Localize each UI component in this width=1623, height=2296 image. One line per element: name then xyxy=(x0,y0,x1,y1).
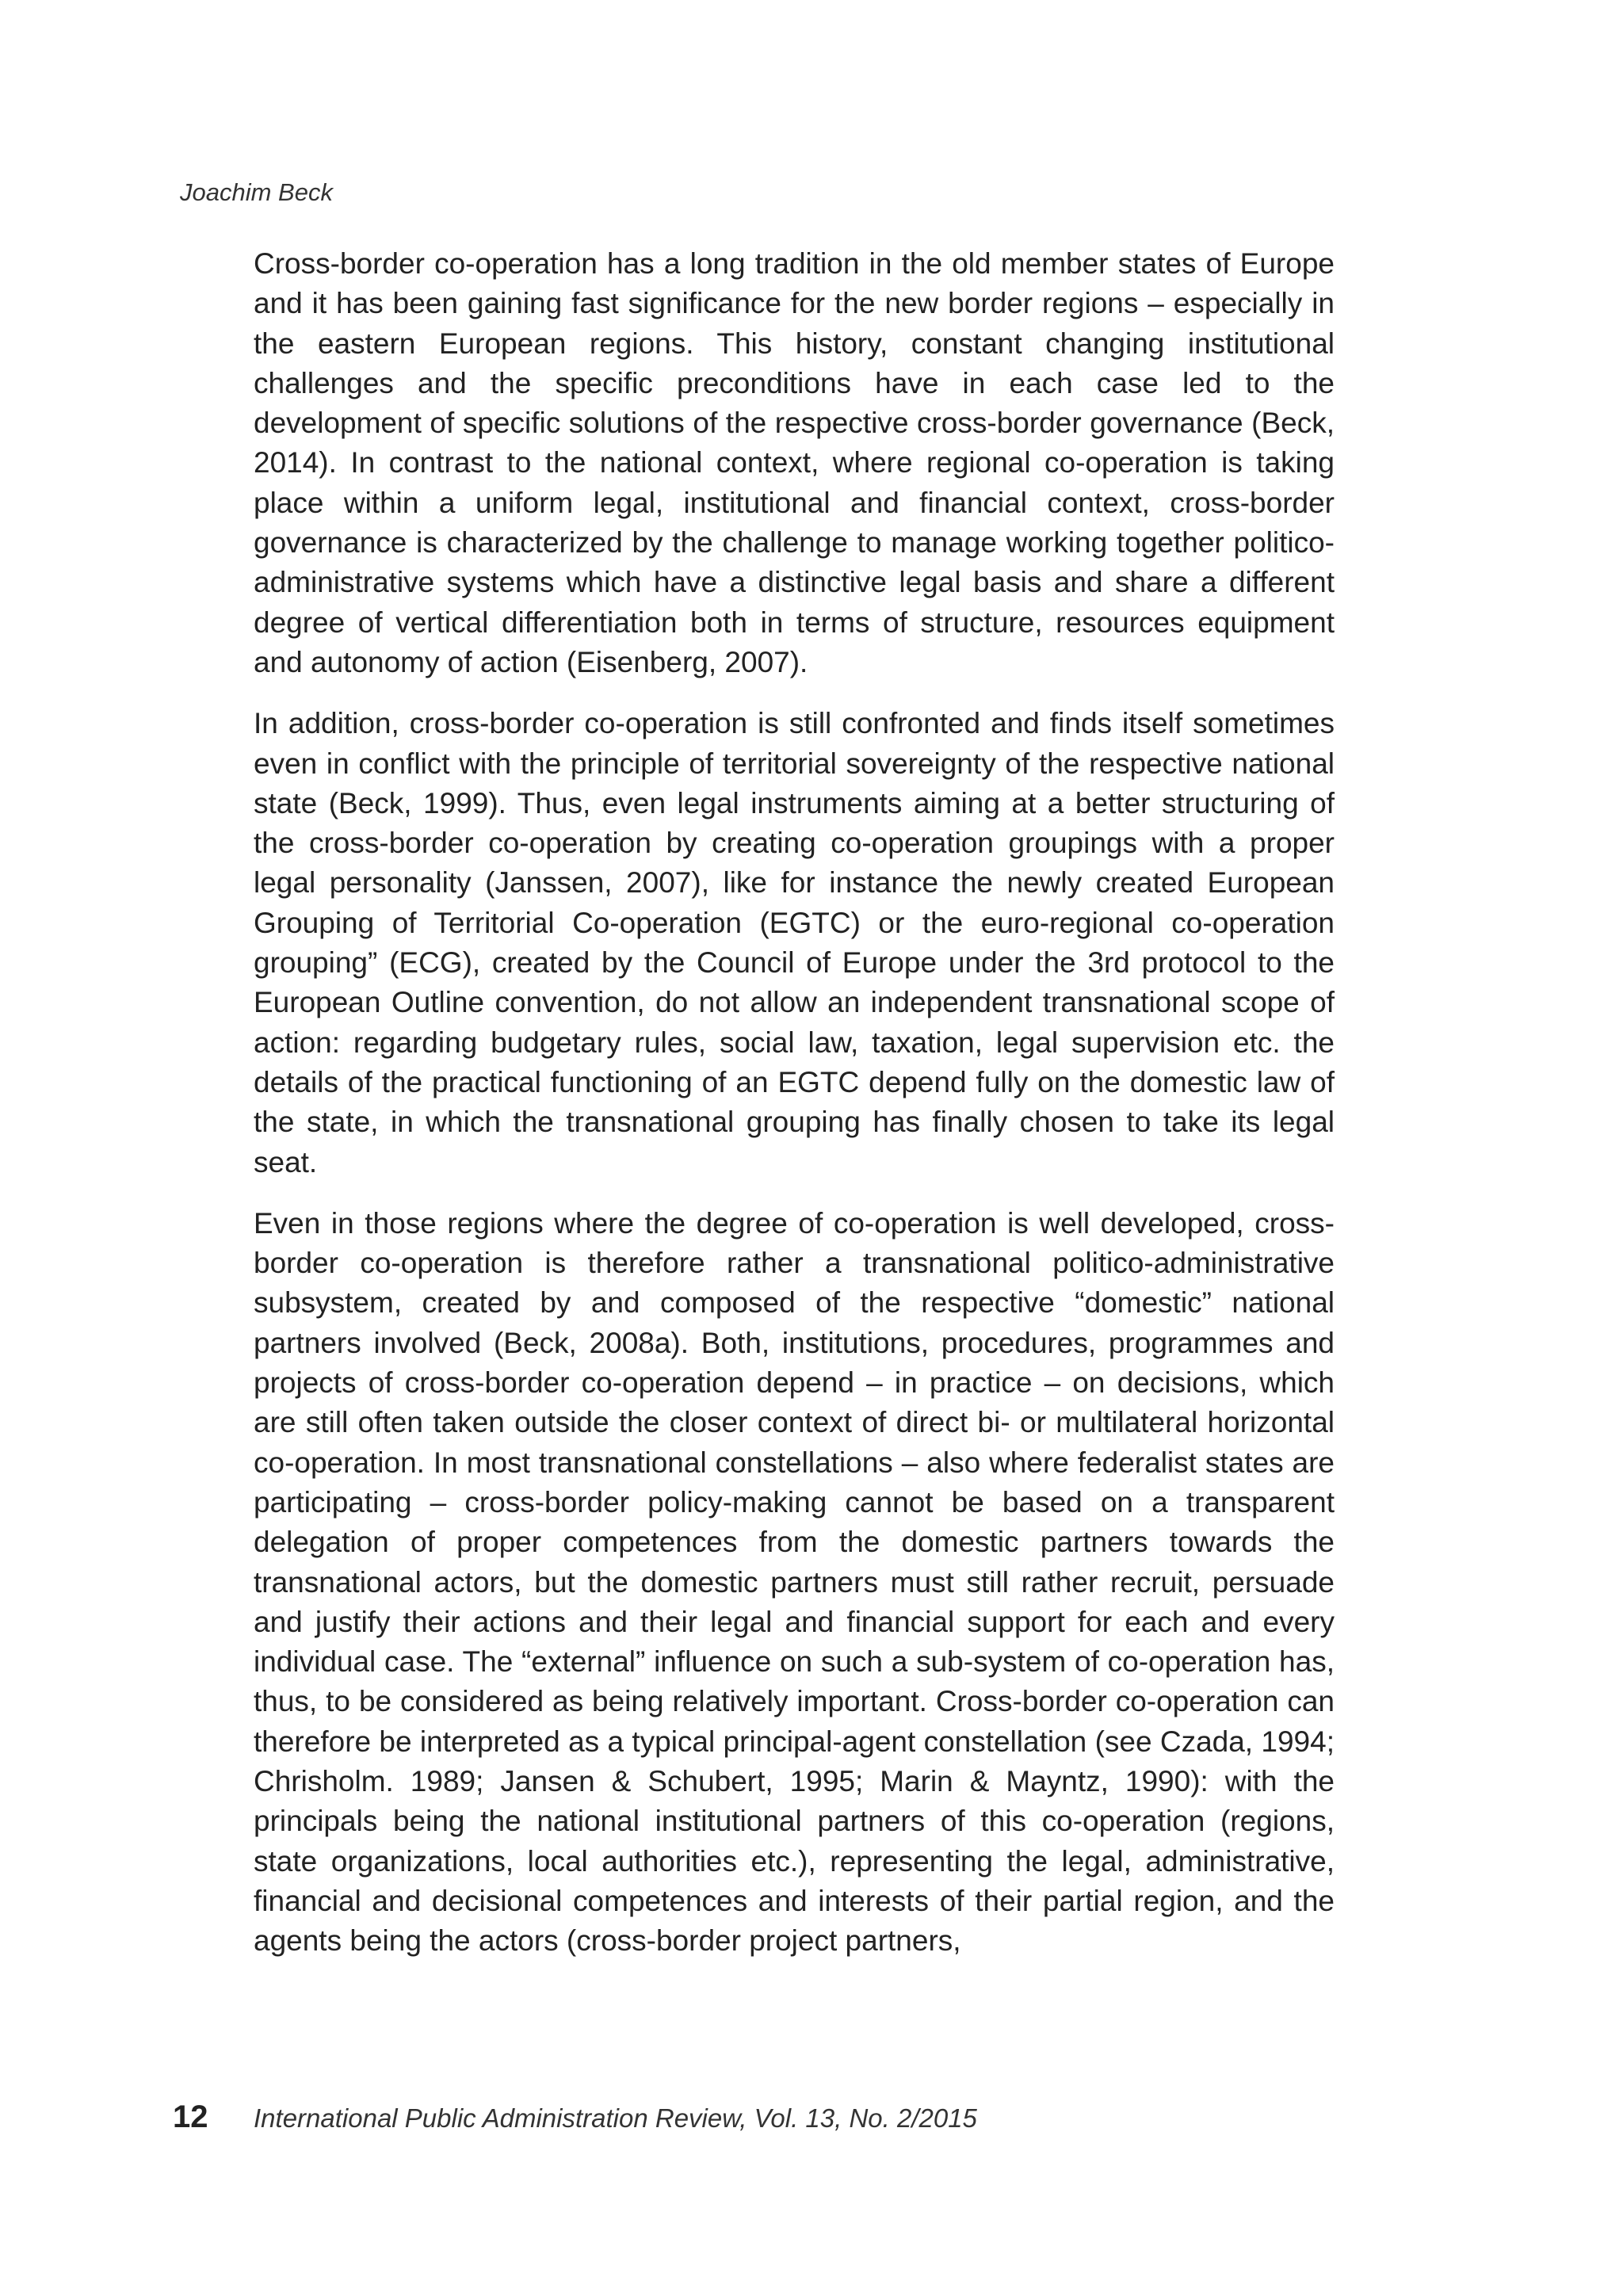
body-text xyxy=(254,244,1335,1982)
page-footer xyxy=(173,2099,977,2139)
paragraph-1: Cross-border co-operation has a long tradition in the old member states of Europe and it has been gaining fast significance for the new border regions – especially in the eastern European regions. This history, constant changing institutional challenges and the specific preconditions have in each case led to the development of specific solutions of the respective cross-border governance (Beck, 2014). In contrast to the national context, where regional co-operation is taking place within a uniform legal, institutional and financial context, cross-border governance is characterized by the challenge to manage working together politico-administrative systems which have a distinctive legal basis and share a different degree of vertical differentiation both in terms of structure, resources equipment and autonomy of action (Eisenberg, 2007). xyxy=(254,247,1335,678)
paragraph-2: In addition, cross-border co-operation is still confronted and finds itself sometimes even in conflict with the principle of territorial sovereignty of the respective national state (Beck, 1999). Thus, even legal instruments aiming at a better structuring of the cross-border co-operation by creating co-operation groupings with a proper legal personality (Janssen, 2007), like for instance the newly created European Grouping of Territorial Co-operation (EGTC) or the euro-regional co-operation grouping” (ECG), created by the Council of Europe under the 3rd protocol to the European Outline convention, do not allow an independent transnational scope of action: regarding budgetary rules, social law, taxation, legal supervision etc. the details of the practical functioning of an EGTC depend fully on the domestic law of the state, in which the transnational grouping has finally chosen to take its legal seat. xyxy=(254,707,1335,1179)
paragraph-3: Even in those regions where the degree of co-operation is well developed, cross-border co-operation is therefore rather a transnational politico-administrative subsystem, created by and composed of the respective “domestic” national partners involved (Beck, 2008a). Both, institutions, procedures, programmes and projects of cross-border co-operation depend – in practice – on decisions, which are still often taken outside the closer context of direct bi- or multilateral horizontal co-operation. In most transnational constellations – also where federalist states are participating – cross-border policy-making cannot be based on a transparent delegation of proper competences from the domestic partners towards the transnational actors, but the domestic partners must still rather recruit, persuade and justify their actions and their legal and financial support for each and every individual case. The “external” influence on such a sub-system of co-operation has, thus, to be considered as being relatively important. Cross-border co-operation can therefore be interpreted as a typical principal-agent constellation (see Czada, 1994; Chrisholm. 1989; Jansen & Schubert, 1995; Marin & Mayntz, 1990): with the principals being the national institutional partners of this co-operation (regions, state organizations, local authorities etc.), representing the legal, administrative, financial and decisional competences and interests of their partial region, and the agents being the actors (cross-border project partners, xyxy=(254,1206,1335,1958)
running-header-author: Joachim Beck xyxy=(180,178,333,206)
journal-reference: International Public Administration Review, Vol. 13, No. 2/2015 xyxy=(254,2103,977,2133)
page-number: 12 xyxy=(173,2099,208,2134)
